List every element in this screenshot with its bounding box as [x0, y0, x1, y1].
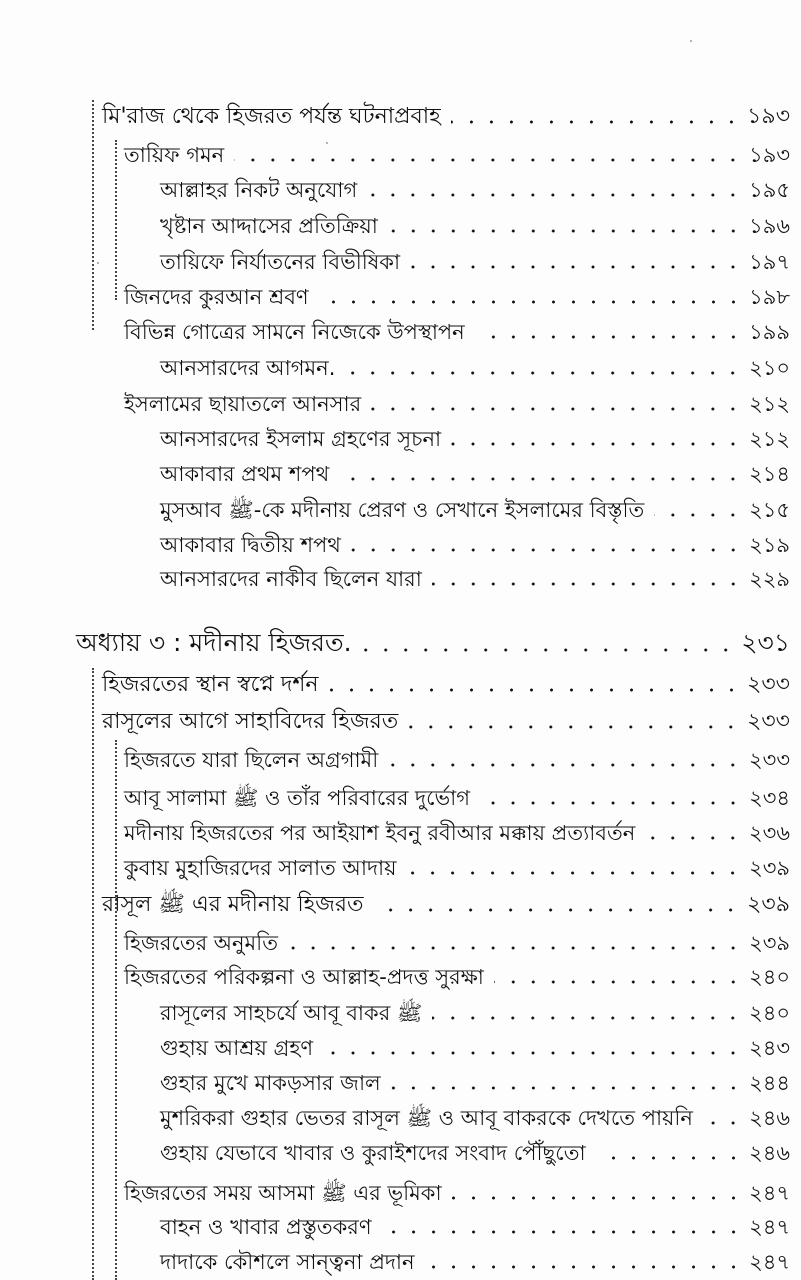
toc-entry: [124, 391, 790, 417]
print-speck: [97, 262, 99, 264]
toc-entry: [124, 284, 790, 310]
dot-leader: [432, 582, 743, 586]
toc-entry: [124, 930, 790, 956]
dot-leader: [329, 688, 742, 692]
entry-page: ২৪৬: [749, 1106, 790, 1130]
entry-title: খৃষ্টান আদ্দাসের প্রতিক্রিয়া: [160, 214, 378, 238]
entry-page: ২৪৪: [749, 1071, 790, 1095]
toc-entry: [160, 249, 790, 275]
dot-leader: [703, 1121, 743, 1125]
entry-title: দাদাকে কৌশলে সান্ত্বনা প্রদান: [160, 1250, 415, 1274]
dot-leader: [406, 871, 743, 875]
entry-title: ইসলামের ছায়াতলে আনসার: [124, 392, 362, 416]
toc-entry: [160, 566, 790, 592]
entry-title: হিজরতে যারা ছিলেন অগ্রগামী: [124, 748, 379, 772]
toc-entry: [160, 177, 790, 203]
dot-leader: [451, 442, 743, 446]
entry-page: ২৪০: [749, 1001, 790, 1025]
entry-title: আকাবার প্রথম শপথ: [160, 462, 330, 486]
toc-entry: [102, 672, 790, 698]
dot-leader: [596, 1156, 744, 1160]
entry-title: মুশরিকরা গুহার ভেতর রাসূল ﷺ ও আবূ বাকরকে দেখতে পায়নি: [160, 1106, 693, 1130]
entry-title: বিভিন্ন গোত্রের সামনে নিজেকে উপস্থাপন: [124, 320, 465, 344]
dot-leader: [373, 908, 741, 912]
toc-entry: [160, 213, 790, 239]
entry-page: ২৪৬: [749, 1141, 790, 1165]
dot-leader: [452, 1196, 744, 1200]
toc-entry: [124, 855, 790, 881]
entry-title: রাসূলের আগে সাহাবিদের হিজরত: [102, 709, 399, 734]
entry-title: হিজরতের সময় আসমা ﷺ এর ভূমিকা: [124, 1181, 442, 1205]
entry-title: আবূ সালামা ﷺ ও তাঁর পরিবারের দুর্ভোগ: [124, 786, 471, 810]
chapter-heading: [76, 628, 790, 658]
dot-leader: [432, 1016, 743, 1020]
entry-title: আনসারদের আগমন.: [160, 356, 336, 380]
toc-entry: [102, 892, 790, 918]
entry-page: ২৩৩: [747, 672, 790, 697]
toc-entry: [160, 1070, 790, 1096]
toc-entry: [124, 142, 790, 168]
entry-title: কুবায় মুহাজিরদের সালাত আদায়: [124, 856, 397, 880]
entry-page: ১৯৬: [749, 214, 790, 238]
toc-entry: [160, 532, 790, 558]
entry-page: ২৪৭: [749, 1215, 790, 1239]
entry-title: গুহায় আশ্রয় গ্রহণ: [160, 1036, 314, 1060]
print-speck: [690, 40, 692, 42]
toc-entry: [160, 1140, 790, 1166]
dot-leader: [382, 1230, 744, 1234]
entry-title: আনসারদের নাকীব ছিলেন যারা: [160, 567, 422, 591]
indent-guide-line: [92, 668, 94, 1280]
entry-page: ২৩৯: [749, 931, 790, 955]
dot-leader: [391, 1086, 743, 1090]
dot-leader: [494, 980, 743, 984]
toc-entry: [160, 426, 790, 452]
toc-entry: [160, 1105, 790, 1131]
entry-page: ১৯৮: [749, 285, 790, 309]
entry-title: মুসআব ﷺ-কে মদীনায় প্রেরণ ও সেখানে ইসলামের বিস্তৃতি: [160, 498, 645, 522]
entry-title: হিজরতের অনুমতি: [124, 931, 278, 955]
dot-leader: [451, 120, 741, 124]
entry-page: ২১০: [749, 356, 790, 380]
dot-leader: [388, 229, 743, 233]
entry-title: গুহার মুখে মাকড়সার জাল: [160, 1071, 381, 1095]
toc-entry: [124, 747, 790, 773]
entry-page: ২১৯: [749, 533, 790, 557]
entry-page: ১৯৯: [749, 320, 790, 344]
entry-page: ২৪৭: [749, 1181, 790, 1205]
indent-guide-line: [115, 740, 117, 1280]
entry-page: ২১২: [749, 392, 790, 416]
dot-leader: [234, 158, 743, 162]
toc-entry: [160, 461, 790, 487]
toc-entry: [102, 104, 790, 130]
entry-title: অধ্যায় ৩ : মদীনায় হিজরত.: [76, 628, 352, 657]
indent-guide-line: [115, 140, 117, 300]
dot-leader: [319, 300, 743, 304]
toc-entry: [124, 1180, 790, 1206]
entry-title: বাহন ও খাবার প্রস্তুতকরণ: [160, 1215, 372, 1239]
entry-page: ২৩৯: [747, 892, 790, 917]
entry-page: ২৩৩: [749, 748, 790, 772]
entry-title: গুহায় যেভাবে খাবার ও কুরাইশদের সংবাদ পৌঁছুতো: [160, 1141, 586, 1165]
entry-title: মি'রাজ থেকে হিজরত পর্যন্ত ঘটনাপ্রবাহ: [102, 104, 441, 129]
dot-leader: [339, 477, 743, 481]
entry-page: ২১২: [749, 427, 790, 451]
toc-entry: [160, 1249, 790, 1275]
toc-entry: [160, 497, 790, 523]
toc-entry: [160, 355, 790, 381]
dot-leader: [288, 946, 743, 950]
entry-title: আকাবার দ্বিতীয় শপথ: [160, 533, 341, 557]
toc-entry: [124, 964, 790, 990]
entry-page: ২৩৪: [749, 786, 790, 810]
entry-page: ১৯৩: [747, 104, 790, 129]
entry-page: ২৩১: [741, 628, 790, 657]
entry-page: ২৩৯: [749, 856, 790, 880]
dot-leader: [351, 548, 743, 552]
dot-leader: [480, 801, 743, 805]
entry-title: রাসূল ﷺ এর মদীনায় হিজরত: [102, 892, 364, 917]
entry-title: জিনদের কুরআন শ্রবণ: [124, 285, 309, 309]
entry-page: ২৩৬: [749, 821, 790, 845]
dot-leader: [408, 725, 741, 729]
toc-entry: [124, 785, 790, 811]
toc-entry: [102, 709, 790, 735]
toc-entry: [124, 319, 790, 345]
dot-leader: [475, 335, 743, 339]
dot-leader: [410, 265, 743, 269]
dot-leader: [654, 513, 743, 517]
dot-leader: [388, 763, 743, 767]
dot-leader: [345, 371, 743, 375]
entry-title: হিজরতের পরিকল্পনা ও আল্লাহ-প্রদত্ত সুরক্ষা: [124, 965, 484, 989]
entry-page: ২৪৩: [749, 1036, 790, 1060]
entry-page: ২১৫: [749, 498, 790, 522]
entry-page: ২৪৭: [749, 1250, 790, 1274]
entry-title: হিজরতের স্থান স্বপ্নে দর্শন: [102, 672, 319, 697]
dot-leader: [362, 648, 736, 652]
indent-guide-line: [92, 100, 94, 330]
entry-page: ২৩৩: [747, 709, 790, 734]
entry-title: আল্লাহর নিকট অনুযোগ: [160, 178, 358, 202]
dot-leader: [425, 1265, 744, 1269]
entry-page: ২৪০: [749, 965, 790, 989]
entry-title: মদীনায় হিজরতের পর আইয়াশ ইবনু রবীআর মক্কায় প্রত্যাবর্তন: [124, 821, 636, 845]
entry-title: তায়িফ গমন: [124, 143, 225, 167]
entry-page: ২১৪: [749, 462, 790, 486]
entry-title: রাসূলের সাহচর্যে আবূ বাকর ﷺ: [160, 1001, 423, 1025]
dot-leader: [371, 407, 743, 411]
dot-leader: [645, 836, 743, 840]
toc-entry: [160, 1000, 790, 1026]
dot-leader: [323, 1051, 743, 1055]
entry-page: ২২৯: [749, 567, 790, 591]
toc-entry: [160, 1035, 790, 1061]
toc-entry: [160, 1214, 790, 1240]
entry-page: ১৯৩: [749, 143, 790, 167]
entry-title: তায়িফে নির্যাতনের বিভীষিকা: [160, 250, 401, 274]
toc-entry: [124, 820, 790, 846]
entry-page: ১৯৫: [749, 178, 790, 202]
dot-leader: [367, 193, 743, 197]
entry-page: ১৯৭: [749, 250, 790, 274]
entry-title: আনসারদের ইসলাম গ্রহণের সূচনা: [160, 427, 442, 451]
